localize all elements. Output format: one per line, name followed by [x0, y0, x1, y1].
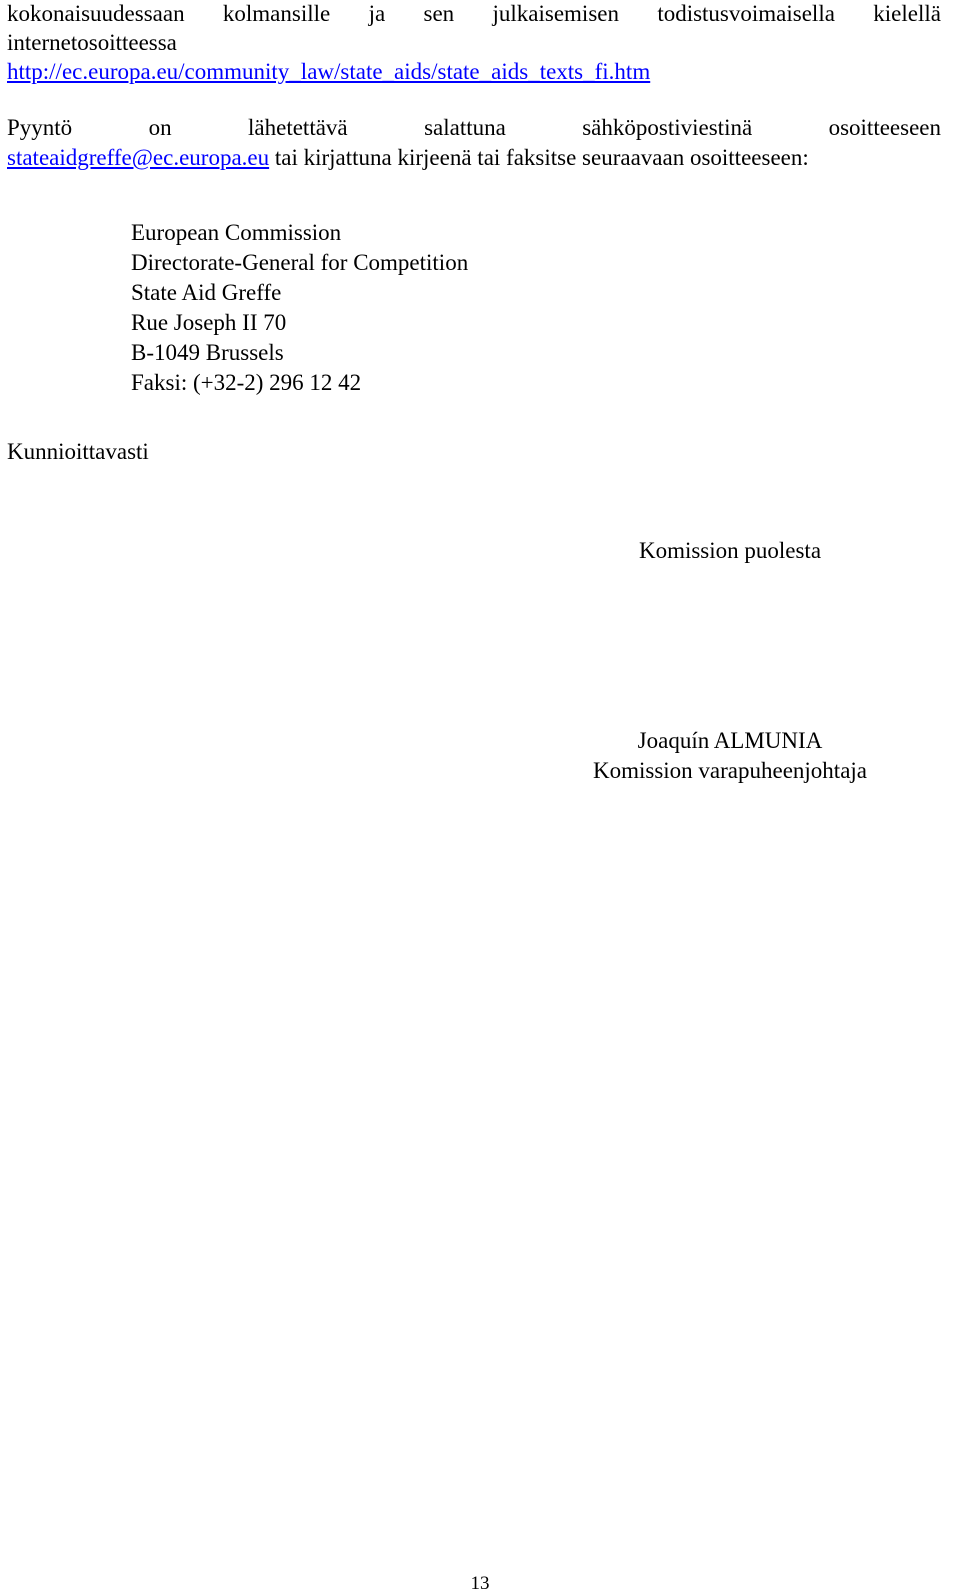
paragraph2-line2	[7, 144, 809, 171]
paragraph2-line2-text: tai kirjattuna kirjeenä tai faksitse seuraavaan osoitteeseen:	[269, 145, 809, 170]
word: kolmansille	[222, 1, 331, 26]
paragraph1-line2: internetosoitteessa	[7, 30, 177, 55]
paragraph1-line1	[7, 0, 941, 27]
word: sähköpostiviestinä	[582, 115, 753, 140]
on-behalf-line: Komission puolesta	[638, 538, 822, 563]
address-block	[131, 218, 468, 398]
word: kokonaisuudessaan	[7, 1, 185, 26]
state-aid-texts-link[interactable]: http://ec.europa.eu/community_law/state_aids/state_aids_texts_fi.htm	[7, 59, 651, 84]
word: todistusvoimaisella	[657, 1, 835, 26]
word: kielellä	[873, 1, 941, 26]
address-line: Faksi: (+32-2) 296 12 42	[131, 370, 362, 395]
greffe-email-link[interactable]: stateaidgreffe@ec.europa.eu	[7, 145, 270, 170]
word: osoitteeseen	[828, 115, 941, 140]
paragraph1-line3	[7, 58, 650, 85]
signatory-name: Joaquín ALMUNIA	[637, 728, 823, 753]
word: ja	[368, 1, 386, 26]
signatory-title: Komission varapuheenjohtaja	[592, 758, 867, 783]
paragraph2-line1	[7, 114, 941, 141]
word: salattuna	[424, 115, 506, 140]
address-line: European Commission	[131, 220, 342, 245]
closing-salutation: Kunnioittavasti	[7, 439, 149, 464]
word: sen	[423, 1, 455, 26]
address-line: Directorate-General for Competition	[131, 250, 469, 275]
word: Pyyntö	[7, 115, 73, 140]
address-line: State Aid Greffe	[131, 280, 282, 305]
word: julkaisemisen	[492, 1, 619, 26]
word: lähetettävä	[248, 115, 348, 140]
page-number: 13	[470, 1573, 490, 1594]
address-line: Rue Joseph II 70	[131, 310, 287, 335]
address-line: B-1049 Brussels	[131, 340, 284, 365]
word: on	[148, 115, 172, 140]
